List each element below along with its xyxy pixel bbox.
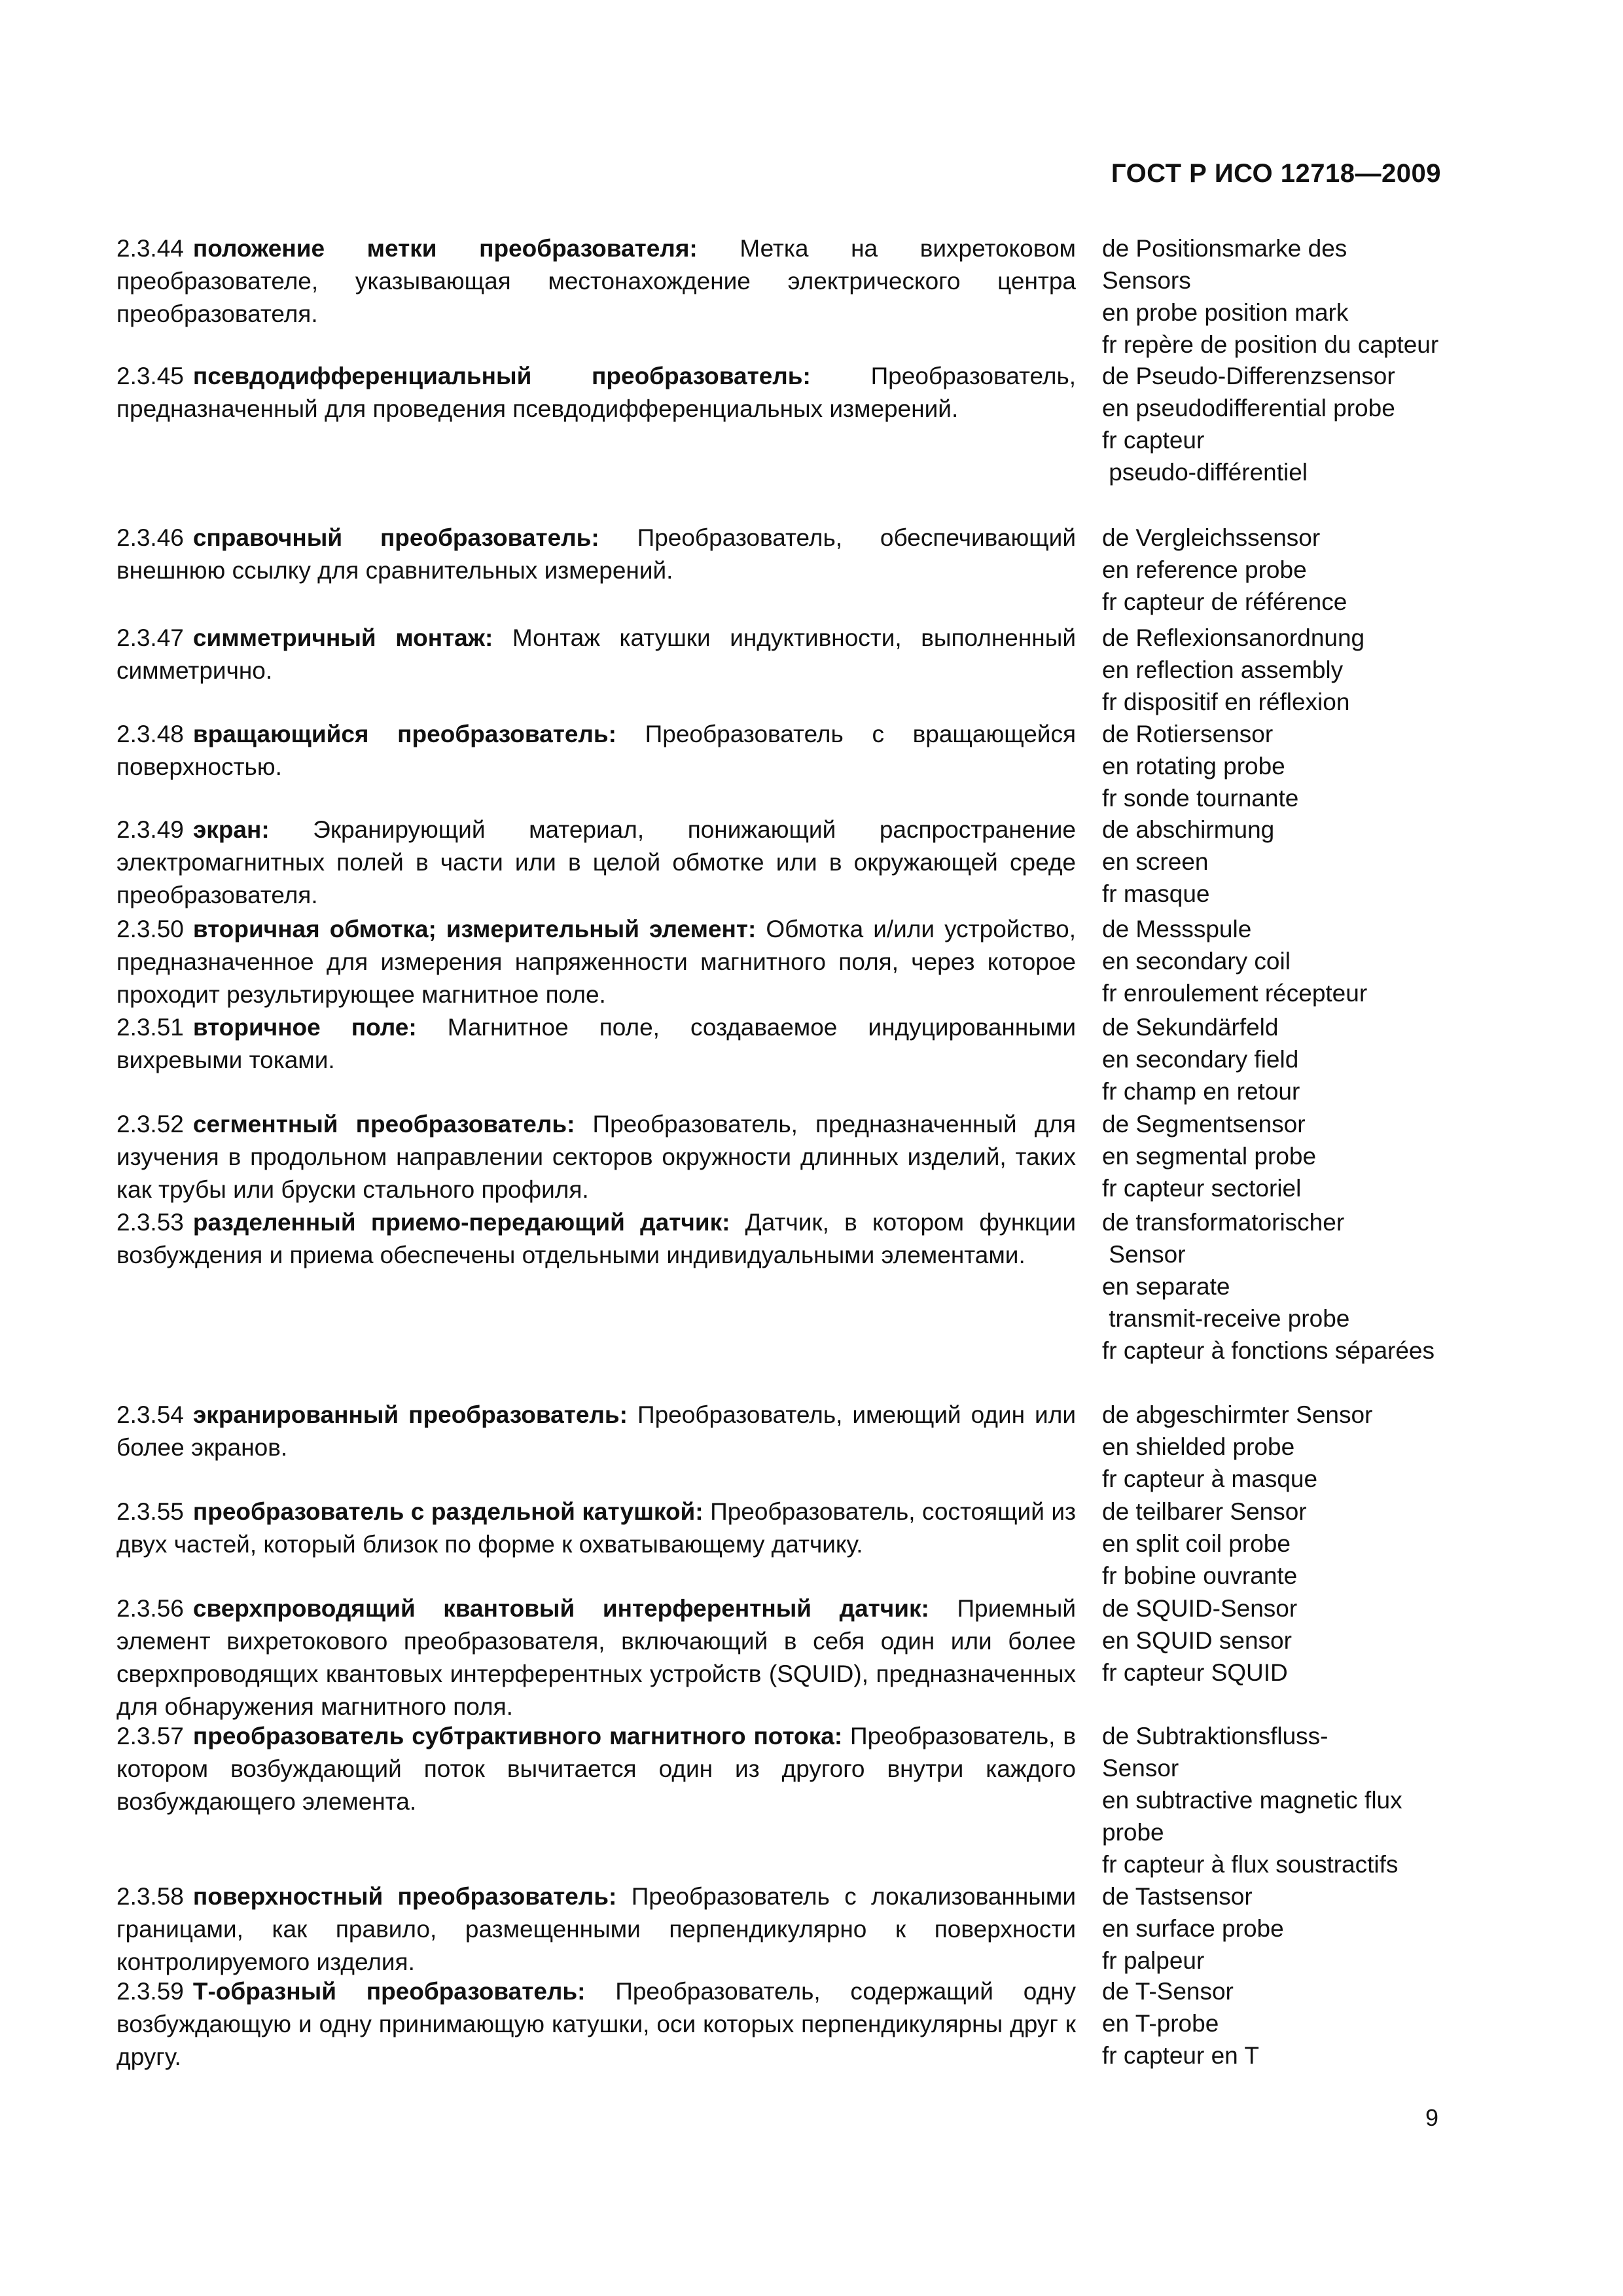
translation-line: fr sonde tournante — [1102, 785, 1299, 812]
term-number: 2.3.58 — [116, 1883, 184, 1910]
translation-line: de transformatorischer — [1102, 1209, 1345, 1236]
term-number: 2.3.50 — [116, 916, 184, 942]
translation-line: de Messspule — [1102, 916, 1252, 942]
term-definition — [116, 1011, 1076, 1077]
term-definition-text: Монтаж катушки индуктивности, выполненный симметрично. — [116, 624, 1076, 684]
term-number: 2.3.52 — [116, 1111, 184, 1138]
translation-line: Sensor — [1102, 1241, 1186, 1268]
translation-line: de Subtraktionsfluss- — [1102, 1723, 1329, 1749]
term-definition — [116, 814, 1076, 912]
term-translations — [1102, 718, 1442, 814]
term-number: 2.3.45 — [116, 363, 184, 389]
term-title: сверхпроводящий квантовый интерферентный датчик: — [192, 1595, 929, 1622]
term-definition-text: Преобразователь с вращающейся поверхностью. — [116, 721, 1076, 780]
translation-line: fr capteur en T — [1102, 2042, 1259, 2069]
translation-line: en surface probe — [1102, 1915, 1284, 1942]
translation-line: de Positionsmarke des Sensors — [1102, 235, 1354, 294]
term-definition-text: Магнитное поле, создаваемое индуцированными вихревыми токами. — [116, 1014, 1076, 1073]
term-title: симметричный монтаж: — [192, 624, 493, 651]
term-definition-text: Экранирующий материал, понижающий распространение электромагнитных полей в части или в целой обмотке или в окружающей среде преобразователя. — [116, 816, 1076, 908]
translation-line: fr capteur sectoriel — [1102, 1175, 1302, 1202]
term-definition — [116, 1496, 1076, 1561]
term-number: 2.3.57 — [116, 1723, 184, 1749]
translation-line: de Reflexionsanordnung — [1102, 624, 1365, 651]
term-definition — [116, 1975, 1076, 2073]
term-translations — [1102, 1496, 1442, 1592]
term-definition — [116, 718, 1076, 783]
term-title: вторичная обмотка; измерительный элемент: — [192, 916, 757, 942]
translation-line: en rotating probe — [1102, 753, 1285, 780]
term-number: 2.3.51 — [116, 1014, 184, 1041]
translation-line: fr capteur à fonctions séparées — [1102, 1337, 1435, 1364]
term-definition-text: Преобразователь, имеющий один или более экранов. — [116, 1401, 1076, 1461]
term-title: вращающийся преобразователь: — [192, 721, 616, 747]
term-title: сегментный преобразователь: — [192, 1111, 575, 1138]
term-translations — [1102, 1206, 1442, 1367]
translation-line: de Segmentsensor — [1102, 1111, 1306, 1138]
translation-line: en separate — [1102, 1273, 1230, 1300]
term-definition-text: Преобразователь с локализованными границами, как правило, размещенными перпендикулярно к поверхности контролируемого изделия. — [116, 1883, 1076, 1975]
translation-line: en secondary field — [1102, 1046, 1299, 1073]
term-title: вторичное поле: — [192, 1014, 417, 1041]
term-translations — [1102, 814, 1442, 910]
translation-line: fr palpeur — [1102, 1947, 1205, 1974]
translation-line: de Vergleichssensor — [1102, 524, 1321, 551]
translation-line: fr masque — [1102, 880, 1210, 907]
translation-line: de Pseudo-Differenzsensor — [1102, 363, 1395, 389]
translation-line: fr bobine ouvrante — [1102, 1562, 1298, 1589]
term-translations — [1102, 522, 1442, 618]
translation-line: fr capteur SQUID — [1102, 1659, 1288, 1686]
term-definition-text: Преобразователь, обеспечивающий внешнюю ссылку для сравнительных измерений. — [116, 524, 1076, 584]
term-definition — [116, 1720, 1076, 1818]
term-number: 2.3.56 — [116, 1595, 184, 1622]
term-definition — [116, 622, 1076, 687]
translation-line: fr repère de position du capteur — [1102, 331, 1439, 358]
document-header: ГОСТ Р ИСО 12718—2009 — [1111, 159, 1441, 188]
term-definition-text: Приемный элемент вихретокового преобразователя, включающий в себя один или более сверхпроводящих квантовых интерферентных устройств (SQUID), предназначенных для обнаружения магнитного поля. — [116, 1595, 1076, 1720]
translation-line: Sensor — [1102, 1755, 1179, 1782]
term-translations — [1102, 360, 1442, 488]
translation-line: de abgeschirmter Sensor — [1102, 1401, 1373, 1428]
term-translations — [1102, 1975, 1442, 2072]
term-translations — [1102, 1592, 1442, 1689]
page-number: 9 — [1425, 2104, 1438, 2131]
term-number: 2.3.44 — [116, 235, 184, 262]
translation-line: en pseudodifferential probe — [1102, 395, 1395, 422]
term-number: 2.3.53 — [116, 1209, 184, 1236]
term-title: поверхностный преобразователь: — [192, 1883, 617, 1910]
term-number: 2.3.46 — [116, 524, 184, 551]
term-definition — [116, 1592, 1076, 1723]
translation-line: en reference probe — [1102, 556, 1307, 583]
term-translations — [1102, 232, 1442, 361]
translation-line: en split coil probe — [1102, 1530, 1291, 1557]
term-title: экран: — [192, 816, 270, 843]
term-title: преобразователь субтрактивного магнитного потока: — [192, 1723, 843, 1749]
translation-line: de Rotiersensor — [1102, 721, 1274, 747]
translation-line: en segmental probe — [1102, 1143, 1317, 1170]
term-number: 2.3.48 — [116, 721, 184, 747]
term-translations — [1102, 1880, 1442, 1977]
translation-line: en reflection assembly — [1102, 656, 1344, 683]
translation-line: en probe position mark — [1102, 299, 1349, 326]
term-translations — [1102, 1399, 1442, 1495]
term-definition-text: Метка на вихретоковом преобразователе, указывающая местонахождение электрического центра преобразователя. — [116, 235, 1076, 327]
translation-line: de T-Sensor — [1102, 1978, 1234, 2005]
translation-line: fr enroulement récepteur — [1102, 980, 1368, 1007]
translation-line: pseudo-différentiel — [1102, 459, 1308, 486]
term-number: 2.3.47 — [116, 624, 184, 651]
term-number: 2.3.54 — [116, 1401, 184, 1428]
translation-line: fr dispositif en réflexion — [1102, 689, 1350, 715]
term-number: 2.3.49 — [116, 816, 184, 843]
translation-line: fr capteur à flux soustractifs — [1102, 1851, 1399, 1878]
translation-line: fr capteur à masque — [1102, 1465, 1318, 1492]
translation-line: en T-probe — [1102, 2010, 1219, 2037]
term-title: преобразователь с раздельной катушкой: — [192, 1498, 704, 1525]
term-translations — [1102, 622, 1442, 718]
translation-line: en subtractive magnetic flux probe — [1102, 1787, 1409, 1846]
term-title: разделенный приемо-передающий датчик: — [192, 1209, 730, 1236]
term-definition-text: Датчик, в котором функции возбуждения и приема обеспечены отдельными индивидуальными элементами. — [116, 1209, 1076, 1268]
term-definition — [116, 913, 1076, 1011]
translation-line: de Sekundärfeld — [1102, 1014, 1279, 1041]
translation-line: de abschirmung — [1102, 816, 1275, 843]
term-definition-text: Преобразователь, содержащий одну возбуждающую и одну принимающую катушки, оси которых перпендикулярны друг к другу. — [116, 1978, 1076, 2070]
translation-line: en SQUID sensor — [1102, 1627, 1292, 1654]
term-definition-text: Преобразователь, в котором возбуждающий поток вычитается один из другого внутри каждого возбуждающего элемента. — [116, 1723, 1076, 1815]
translation-line: en secondary coil — [1102, 948, 1291, 975]
term-definition-text: Преобразователь, состоящий из двух частей, который близок по форме к охватывающему датчику. — [116, 1498, 1076, 1558]
term-translations — [1102, 1011, 1442, 1107]
term-definition-text: Преобразователь, предназначенный для проведения псевдодифференциальных измерений. — [116, 363, 1077, 422]
term-title: справочный преобразователь: — [192, 524, 599, 551]
term-definition — [116, 360, 1076, 425]
term-number: 2.3.55 — [116, 1498, 184, 1525]
translation-line: fr champ en retour — [1102, 1078, 1300, 1105]
translation-line: en screen — [1102, 848, 1209, 875]
term-title: Т-образный преобразователь: — [192, 1978, 586, 2005]
term-definition — [116, 1108, 1076, 1206]
term-number: 2.3.59 — [116, 1978, 184, 2005]
term-title: положение метки преобразователя: — [192, 235, 698, 262]
term-title: псевдодифференциальный преобразователь: — [192, 363, 811, 389]
translation-line: de SQUID-Sensor — [1102, 1595, 1298, 1622]
translation-line: de teilbarer Sensor — [1102, 1498, 1307, 1525]
term-translations — [1102, 1108, 1442, 1204]
term-definition — [116, 1880, 1076, 1979]
translation-line: en shielded probe — [1102, 1433, 1295, 1460]
term-translations — [1102, 1720, 1442, 1880]
term-definition — [116, 522, 1076, 587]
term-definition-text: Преобразователь, предназначенный для изучения в продольном направлении секторов окружности длинных изделий, таких как трубы или бруски стального профиля. — [116, 1111, 1076, 1203]
translation-line: fr capteur — [1102, 427, 1205, 454]
term-definition — [116, 1206, 1076, 1272]
translation-line: de Tastsensor — [1102, 1883, 1253, 1910]
translation-line: fr capteur de référence — [1102, 588, 1347, 615]
term-definition — [116, 232, 1076, 331]
term-translations — [1102, 913, 1442, 1009]
translation-line: transmit-receive probe — [1102, 1305, 1350, 1332]
term-definition — [116, 1399, 1076, 1464]
term-title: экранированный преобразователь: — [192, 1401, 628, 1428]
term-definition-text: Обмотка и/или устройство, предназначенное для измерения напряженности магнитного поля, через которое проходит результирующее магнитное поле. — [116, 916, 1076, 1008]
